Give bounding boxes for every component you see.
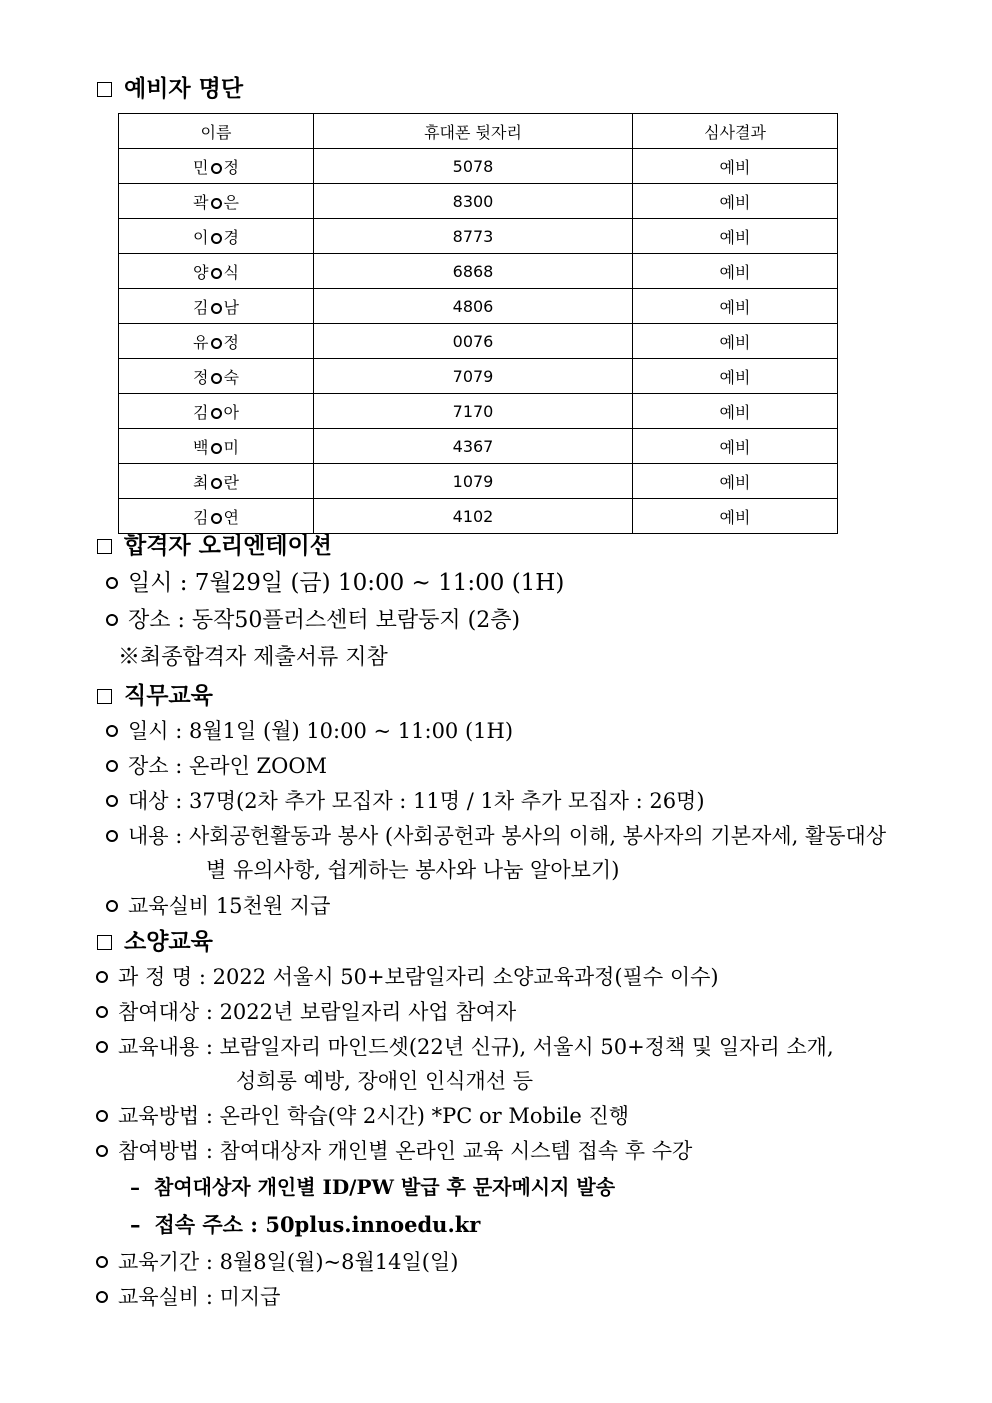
basic-training-join-text: 참여방법 : 참여대상자 개인별 온라인 교육 시스템 접속 후 수강 [118,1139,693,1163]
name-given: 은 [223,192,239,212]
basic-training-sub2-text: 접속 주소 : 50plus.innoedu.kr [154,1212,481,1237]
basic-training-content [96,1034,834,1060]
circle-bullet-icon [96,971,108,983]
basic-training-method-text: 교육방법 : 온라인 학습(약 2시간) *PC or Mobile 진행 [118,1104,630,1128]
name-surname: 민 [193,157,209,177]
name-given: 란 [223,472,239,492]
name-surname: 정 [193,367,209,387]
name-surname: 김 [193,507,209,527]
cell-name [119,324,314,359]
name-surname: 김 [193,402,209,422]
orientation-note: ※최종합격자 제출서류 지참 [118,645,388,670]
basic-training-content-cont: 성희롱 예방, 장애인 인식개선 등 [236,1069,534,1093]
cell-result: 예비 [633,184,838,219]
cell-phone: 7079 [314,359,633,394]
cell-phone: 6868 [314,254,633,289]
job-training-fee [106,893,330,919]
name-surname: 곽 [193,192,209,212]
circle-bullet-icon [106,900,118,912]
cell-phone: 0076 [314,324,633,359]
cell-name [119,219,314,254]
circle-bullet-icon [96,1291,108,1303]
cell-phone: 8300 [314,184,633,219]
column-header-name: 이름 [119,114,314,149]
cell-result: 예비 [633,499,838,534]
basic-training-sub1-text: 참여대상자 개인별 ID/PW 발급 후 문자메시지 발송 [154,1175,616,1199]
reserve-table [118,113,838,534]
basic-training-fee [96,1284,280,1310]
cell-name [119,254,314,289]
checkbox-square-icon [97,689,112,704]
cell-result: 예비 [633,149,838,184]
masked-circle-icon [211,443,222,454]
cell-name [119,464,314,499]
cell-name [119,359,314,394]
orientation-place [106,608,520,634]
masked-circle-icon [211,478,222,489]
basic-training-period [96,1249,458,1275]
name-given: 정 [223,332,239,352]
cell-result: 예비 [633,394,838,429]
orientation-place-text: 장소 : 동작50플러스센터 보람둥지 (2층) [128,608,521,633]
job-training-target-text: 대상 : 37명(2차 추가 모집자 : 11명 / 1차 추가 모집자 : 26명) [128,789,705,813]
table-row [119,359,838,394]
cell-phone: 4367 [314,429,633,464]
section-heading-basic-training [97,928,213,956]
cell-phone: 1079 [314,464,633,499]
masked-circle-icon [211,373,222,384]
name-surname: 백 [193,437,209,457]
column-header-result: 심사결과 [633,114,838,149]
cell-name [119,184,314,219]
name-given: 경 [223,227,239,247]
cell-result: 예비 [633,464,838,499]
masked-circle-icon [211,268,222,279]
name-surname: 이 [193,227,209,247]
basic-training-course [96,964,719,990]
circle-bullet-icon [106,795,118,807]
cell-name [119,394,314,429]
name-given: 식 [223,262,239,282]
basic-training-course-text: 과 정 명 : 2022 서울시 50+보람일자리 소양교육과정(필수 이수) [118,965,719,989]
name-given: 연 [223,507,239,527]
circle-bullet-icon [106,577,118,589]
section-title: 합격자 오리엔테이션 [124,533,332,559]
table-row [119,429,838,464]
section-title: 직무교육 [124,683,213,709]
masked-circle-icon [211,198,222,209]
cell-name [119,429,314,464]
circle-bullet-icon [96,1041,108,1053]
name-surname: 양 [193,262,209,282]
cell-result: 예비 [633,324,838,359]
column-header-phone: 휴대폰 뒷자리 [314,114,633,149]
basic-training-content-text: 교육내용 : 보람일자리 마인드셋(22년 신규), 서울시 50+정책 및 일자리 소개, [118,1035,834,1059]
masked-circle-icon [211,163,222,174]
name-surname: 김 [193,297,209,317]
cell-result: 예비 [633,429,838,464]
table-row [119,499,838,534]
checkbox-square-icon [97,82,112,97]
circle-bullet-icon [96,1256,108,1268]
section-heading-job-training [97,682,213,710]
circle-bullet-icon [96,1145,108,1157]
cell-name [119,289,314,324]
name-given: 정 [223,157,239,177]
job-training-fee-text: 교육실비 15천원 지급 [128,894,331,918]
cell-phone: 4806 [314,289,633,324]
circle-bullet-icon [96,1006,108,1018]
table-row [119,464,838,499]
circle-bullet-icon [96,1110,108,1122]
cell-result: 예비 [633,289,838,324]
name-given: 남 [223,297,239,317]
circle-bullet-icon [106,830,118,842]
table-row [119,149,838,184]
circle-bullet-icon [106,760,118,772]
basic-training-sub2 [130,1212,480,1238]
cell-name [119,499,314,534]
dash-marker: – [130,1175,140,1199]
basic-training-join [96,1138,692,1164]
checkbox-square-icon [97,935,112,950]
job-training-date-text: 일시 : 8월1일 (월) 10:00 ~ 11:00 (1H) [128,719,514,743]
checkbox-square-icon [97,539,112,554]
cell-result: 예비 [633,359,838,394]
masked-circle-icon [211,338,222,349]
job-training-place [106,753,327,779]
section-heading-reserve [97,75,243,103]
table-header-row [119,114,838,149]
dash-marker: – [130,1212,141,1237]
cell-phone: 4102 [314,499,633,534]
basic-training-participants-text: 참여대상 : 2022년 보람일자리 사업 참여자 [118,1000,517,1024]
job-training-content [106,823,886,849]
job-training-content-text: 내용 : 사회공헌활동과 봉사 (사회공헌과 봉사의 이해, 봉사자의 기본자세, 활동대상 [128,824,887,848]
table-row [119,184,838,219]
orientation-date-text: 일시 : 7월29일 (금) 10:00 ~ 11:00 (1H) [128,570,565,596]
cell-result: 예비 [633,219,838,254]
basic-training-fee-text: 교육실비 : 미지급 [118,1285,281,1309]
cell-phone: 5078 [314,149,633,184]
masked-circle-icon [211,303,222,314]
table-body [119,149,838,534]
job-training-target [106,788,705,814]
name-surname: 최 [193,472,209,492]
basic-training-method [96,1103,629,1129]
name-given: 아 [223,402,239,422]
table-row [119,394,838,429]
orientation-date [106,570,564,596]
section-heading-orientation [97,532,332,560]
cell-phone: 8773 [314,219,633,254]
job-training-date [106,718,513,744]
cell-phone: 7170 [314,394,633,429]
cell-name [119,149,314,184]
table-row [119,289,838,324]
section-title: 소양교육 [124,929,213,955]
masked-circle-icon [211,233,222,244]
name-surname: 유 [193,332,209,352]
cell-result: 예비 [633,254,838,289]
circle-bullet-icon [106,614,118,626]
basic-training-period-text: 교육기간 : 8월8일(월)~8월14일(일) [118,1250,459,1274]
masked-circle-icon [211,408,222,419]
basic-training-sub1 [130,1174,615,1200]
basic-training-participants [96,999,516,1025]
masked-circle-icon [211,513,222,524]
circle-bullet-icon [106,725,118,737]
name-given: 미 [223,437,239,457]
table-row [119,219,838,254]
job-training-content-cont: 별 유의사항, 쉽게하는 봉사와 나눔 알아보기) [206,858,620,882]
name-given: 숙 [223,367,239,387]
table-row [119,254,838,289]
section-title: 예비자 명단 [124,76,244,102]
table-row [119,324,838,359]
job-training-place-text: 장소 : 온라인 ZOOM [128,754,328,778]
